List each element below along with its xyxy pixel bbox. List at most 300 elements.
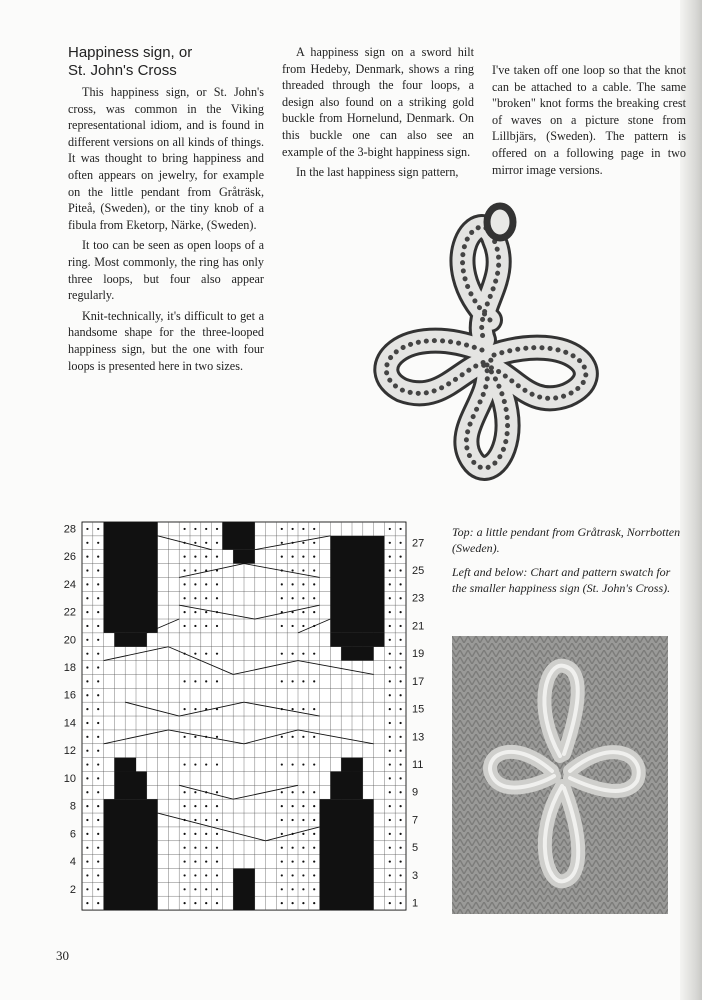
purl-dot	[313, 791, 315, 793]
purl-dot	[184, 888, 186, 890]
purl-dot	[400, 763, 402, 765]
purl-dot	[292, 860, 294, 862]
chart-black-cell	[114, 771, 146, 799]
purl-dot	[97, 556, 99, 558]
purl-dot	[216, 819, 218, 821]
chart-black-cell	[330, 536, 384, 633]
purl-dot	[400, 791, 402, 793]
purl-dot	[302, 888, 304, 890]
row-label-right: 27	[412, 537, 425, 550]
purl-dot	[292, 819, 294, 821]
purl-dot	[97, 569, 99, 571]
purl-dot	[86, 694, 88, 696]
purl-dot	[313, 819, 315, 821]
purl-dot	[184, 556, 186, 558]
purl-dot	[302, 569, 304, 571]
purl-dot	[97, 708, 99, 710]
purl-dot	[86, 708, 88, 710]
purl-dot	[389, 708, 391, 710]
purl-dot	[281, 625, 283, 627]
purl-dot	[400, 750, 402, 752]
purl-dot	[184, 680, 186, 682]
chart-black-cell	[222, 522, 254, 550]
purl-dot	[194, 597, 196, 599]
purl-dot	[281, 902, 283, 904]
purl-dot	[97, 639, 99, 641]
purl-dot	[313, 736, 315, 738]
purl-dot	[302, 736, 304, 738]
chart-black-cell	[330, 771, 362, 799]
page-number: 30	[56, 948, 69, 963]
purl-dot	[389, 847, 391, 849]
purl-dot	[194, 833, 196, 835]
paragraph: I've taken off one loop so that the knot can be attached to a cable. The same "broken" knot forms the breaking crest of waves on a picture stone from Lillbjärs, (Sweden). The pattern is offered on a following page in two mirror image versions.	[492, 63, 686, 177]
purl-dot	[389, 569, 391, 571]
purl-dot	[205, 611, 207, 613]
row-label-right: 9	[412, 786, 419, 799]
purl-dot	[86, 847, 88, 849]
purl-dot	[184, 528, 186, 530]
purl-dot	[216, 888, 218, 890]
purl-dot	[97, 736, 99, 738]
chart-black-cell	[114, 758, 136, 772]
purl-dot	[86, 833, 88, 835]
purl-dot	[216, 556, 218, 558]
purl-dot	[194, 611, 196, 613]
purl-dot	[400, 611, 402, 613]
purl-dot	[194, 583, 196, 585]
purl-dot	[400, 528, 402, 530]
purl-dot	[302, 847, 304, 849]
purl-dot	[184, 902, 186, 904]
purl-dot	[389, 611, 391, 613]
purl-dot	[281, 847, 283, 849]
purl-dot	[292, 625, 294, 627]
purl-dot	[389, 722, 391, 724]
purl-dot	[313, 583, 315, 585]
purl-dot	[97, 542, 99, 544]
purl-dot	[313, 874, 315, 876]
purl-dot	[292, 847, 294, 849]
purl-dot	[194, 860, 196, 862]
purl-dot	[184, 597, 186, 599]
purl-dot	[184, 860, 186, 862]
purl-dot	[302, 763, 304, 765]
chart-black-cell	[104, 522, 158, 633]
purl-dot	[205, 805, 207, 807]
purl-dot	[313, 888, 315, 890]
purl-dot	[302, 819, 304, 821]
purl-dot	[400, 583, 402, 585]
purl-dot	[389, 556, 391, 558]
purl-dot	[194, 805, 196, 807]
purl-dot	[194, 708, 196, 710]
row-label-left: 16	[63, 689, 76, 702]
purl-dot	[281, 833, 283, 835]
purl-dot	[281, 542, 283, 544]
purl-dot	[292, 583, 294, 585]
purl-dot	[281, 874, 283, 876]
row-label-left: 26	[63, 551, 76, 564]
row-label-left: 18	[63, 661, 76, 674]
purl-dot	[400, 888, 402, 890]
purl-dot	[184, 763, 186, 765]
purl-dot	[302, 653, 304, 655]
row-label-right: 3	[412, 869, 419, 882]
purl-dot	[184, 791, 186, 793]
chart-black-cell	[233, 550, 255, 564]
caption-block	[452, 524, 684, 604]
purl-dot	[97, 750, 99, 752]
purl-dot	[400, 542, 402, 544]
purl-dot	[97, 777, 99, 779]
purl-dot	[205, 874, 207, 876]
row-label-left: 2	[69, 883, 76, 896]
purl-dot	[86, 569, 88, 571]
purl-dot	[194, 528, 196, 530]
purl-dot	[194, 791, 196, 793]
purl-dot	[400, 777, 402, 779]
purl-dot	[389, 888, 391, 890]
purl-dot	[302, 833, 304, 835]
purl-dot	[281, 653, 283, 655]
purl-dot	[216, 791, 218, 793]
purl-dot	[97, 833, 99, 835]
purl-dot	[389, 542, 391, 544]
purl-dot	[194, 763, 196, 765]
purl-dot	[86, 860, 88, 862]
purl-dot	[194, 874, 196, 876]
purl-dot	[281, 805, 283, 807]
purl-dot	[400, 569, 402, 571]
paragraph: In the last happiness sign pattern,	[296, 165, 459, 180]
purl-dot	[313, 611, 315, 613]
purl-dot	[400, 680, 402, 682]
purl-dot	[97, 874, 99, 876]
purl-dot	[400, 805, 402, 807]
row-label-left: 24	[63, 578, 76, 591]
purl-dot	[86, 791, 88, 793]
purl-dot	[97, 680, 99, 682]
purl-dot	[313, 763, 315, 765]
purl-dot	[292, 597, 294, 599]
purl-dot	[184, 847, 186, 849]
purl-dot	[292, 805, 294, 807]
purl-dot	[400, 819, 402, 821]
purl-dot	[86, 542, 88, 544]
row-label-right: 17	[412, 675, 425, 688]
purl-dot	[389, 791, 391, 793]
purl-dot	[86, 819, 88, 821]
row-label-right: 19	[412, 648, 425, 661]
purl-dot	[86, 888, 88, 890]
chart-black-cell	[341, 758, 363, 772]
purl-dot	[205, 888, 207, 890]
purl-dot	[302, 860, 304, 862]
purl-dot	[400, 902, 402, 904]
purl-dot	[389, 833, 391, 835]
purl-dot	[97, 625, 99, 627]
chart-black-cell	[330, 633, 384, 647]
purl-dot	[184, 833, 186, 835]
purl-dot	[292, 653, 294, 655]
purl-dot	[194, 556, 196, 558]
purl-dot	[194, 542, 196, 544]
purl-dot	[281, 860, 283, 862]
row-label-right: 25	[412, 564, 425, 577]
purl-dot	[292, 763, 294, 765]
row-label-left: 22	[63, 606, 76, 619]
purl-dot	[292, 569, 294, 571]
purl-dot	[86, 611, 88, 613]
purl-dot	[389, 805, 391, 807]
purl-dot	[302, 583, 304, 585]
chart-black-cell	[320, 799, 374, 910]
purl-dot	[400, 694, 402, 696]
purl-dot	[302, 542, 304, 544]
purl-dot	[86, 722, 88, 724]
purl-dot	[281, 791, 283, 793]
purl-dot	[97, 597, 99, 599]
purl-dot	[302, 902, 304, 904]
purl-dot	[184, 874, 186, 876]
section-heading: Happiness sign, or St. John's Cross	[68, 44, 193, 79]
row-label-right: 11	[412, 759, 424, 772]
purl-dot	[194, 902, 196, 904]
purl-dot	[97, 722, 99, 724]
purl-dot	[400, 860, 402, 862]
purl-dot	[302, 625, 304, 627]
purl-dot	[184, 583, 186, 585]
paragraph: A happiness sign on a sword hilt from Hedeby, Denmark, shows a ring threaded through the four loops, a design also found on a striking gold buckle from Hornelund, Denmark. On this buckle one can also see an example of the 3-bight happiness sign.	[282, 45, 474, 159]
purl-dot	[86, 874, 88, 876]
row-label-left: 14	[63, 717, 76, 730]
purl-dot	[216, 542, 218, 544]
purl-dot	[281, 597, 283, 599]
purl-dot	[313, 833, 315, 835]
purl-dot	[194, 819, 196, 821]
purl-dot	[389, 528, 391, 530]
purl-dot	[389, 736, 391, 738]
caption-bottom: Left and below: Chart and pattern swatch for the smaller happiness sign (St. John's Cross).	[452, 565, 671, 595]
purl-dot	[389, 819, 391, 821]
purl-dot	[281, 763, 283, 765]
purl-dot	[292, 736, 294, 738]
purl-dot	[97, 888, 99, 890]
purl-dot	[194, 680, 196, 682]
purl-dot	[86, 680, 88, 682]
purl-dot	[313, 708, 315, 710]
purl-dot	[389, 666, 391, 668]
purl-dot	[389, 680, 391, 682]
row-label-left: 10	[63, 772, 76, 785]
purl-dot	[86, 805, 88, 807]
text-column-1	[68, 44, 264, 378]
purl-dot	[313, 805, 315, 807]
purl-dot	[194, 736, 196, 738]
purl-dot	[302, 791, 304, 793]
purl-dot	[216, 860, 218, 862]
purl-dot	[292, 708, 294, 710]
purl-dot	[281, 680, 283, 682]
chart-black-cell	[341, 647, 373, 661]
purl-dot	[194, 653, 196, 655]
purl-dot	[205, 542, 207, 544]
purl-dot	[216, 528, 218, 530]
purl-dot	[400, 625, 402, 627]
purl-dot	[281, 583, 283, 585]
purl-dot	[184, 569, 186, 571]
purl-dot	[313, 847, 315, 849]
paragraph: It too can be seen as open loops of a ring. Most commonly, the ring has only three loops, but four also appear regularly.	[68, 238, 264, 303]
purl-dot	[97, 860, 99, 862]
purl-dot	[205, 625, 207, 627]
row-label-right: 13	[412, 731, 425, 744]
purl-dot	[216, 597, 218, 599]
purl-dot	[400, 639, 402, 641]
purl-dot	[313, 569, 315, 571]
purl-dot	[400, 708, 402, 710]
purl-dot	[389, 694, 391, 696]
purl-dot	[400, 833, 402, 835]
purl-dot	[205, 597, 207, 599]
purl-dot	[184, 805, 186, 807]
purl-dot	[389, 597, 391, 599]
purl-dot	[216, 763, 218, 765]
purl-dot	[389, 653, 391, 655]
purl-dot	[86, 583, 88, 585]
purl-dot	[194, 569, 196, 571]
purl-dot	[302, 556, 304, 558]
row-label-left: 28	[63, 523, 76, 536]
purl-dot	[97, 583, 99, 585]
pendant-illustration	[362, 200, 608, 490]
row-label-left: 12	[63, 745, 76, 758]
row-label-right: 23	[412, 592, 425, 605]
text-column-2	[282, 44, 474, 185]
purl-dot	[97, 819, 99, 821]
purl-dot	[194, 847, 196, 849]
purl-dot	[313, 597, 315, 599]
purl-dot	[389, 750, 391, 752]
purl-dot	[97, 763, 99, 765]
row-label-left: 4	[69, 856, 76, 869]
purl-dot	[313, 542, 315, 544]
purl-dot	[302, 597, 304, 599]
paragraph: Knit-technically, it's difficult to get a handsome shape for the three-looped happiness sign, but the one with four loops is presented here in two sizes.	[68, 308, 264, 373]
purl-dot	[216, 625, 218, 627]
purl-dot	[292, 902, 294, 904]
purl-dot	[292, 556, 294, 558]
purl-dot	[292, 528, 294, 530]
chart-black-cell	[114, 633, 146, 647]
text-column-3	[492, 62, 686, 182]
purl-dot	[205, 556, 207, 558]
purl-dot	[97, 791, 99, 793]
purl-dot	[400, 597, 402, 599]
chart-black-cell	[233, 869, 255, 911]
purl-dot	[216, 805, 218, 807]
purl-dot	[86, 653, 88, 655]
paragraph: This happiness sign, or St. John's cross, was common in the Viking representational idiom, and is found in different versions on all kinds of things. It was thought to bring happiness and often appears on jewelry, for example on the little pendant from Gråträsk, Piteå, (Sweden), or the tiny knob of a fibula from Eketorp, Närke, (Sweden).	[68, 85, 264, 232]
purl-dot	[86, 750, 88, 752]
purl-dot	[216, 583, 218, 585]
purl-dot	[86, 556, 88, 558]
purl-dot	[313, 680, 315, 682]
purl-dot	[292, 680, 294, 682]
purl-dot	[281, 888, 283, 890]
purl-dot	[313, 902, 315, 904]
purl-dot	[86, 625, 88, 627]
purl-dot	[86, 763, 88, 765]
purl-dot	[292, 888, 294, 890]
row-label-right: 7	[412, 814, 419, 827]
purl-dot	[292, 791, 294, 793]
row-label-right: 5	[412, 842, 419, 855]
purl-dot	[184, 625, 186, 627]
purl-dot	[97, 653, 99, 655]
purl-dot	[302, 708, 304, 710]
purl-dot	[97, 611, 99, 613]
purl-dot	[97, 805, 99, 807]
purl-dot	[216, 902, 218, 904]
purl-dot	[400, 666, 402, 668]
purl-dot	[86, 639, 88, 641]
purl-dot	[216, 653, 218, 655]
row-label-right: 15	[412, 703, 425, 716]
purl-dot	[389, 639, 391, 641]
purl-dot	[205, 860, 207, 862]
knitted-swatch-photo	[452, 636, 668, 914]
purl-dot	[205, 902, 207, 904]
purl-dot	[281, 736, 283, 738]
purl-dot	[389, 874, 391, 876]
purl-dot	[313, 860, 315, 862]
purl-dot	[389, 902, 391, 904]
purl-dot	[302, 805, 304, 807]
purl-dot	[389, 860, 391, 862]
purl-dot	[302, 528, 304, 530]
purl-dot	[281, 556, 283, 558]
purl-dot	[313, 528, 315, 530]
row-label-left: 20	[63, 634, 76, 647]
purl-dot	[97, 847, 99, 849]
purl-dot	[205, 528, 207, 530]
purl-dot	[97, 902, 99, 904]
purl-dot	[205, 847, 207, 849]
row-label-right: 21	[412, 620, 425, 633]
purl-dot	[216, 680, 218, 682]
row-label-left: 6	[69, 828, 76, 841]
purl-dot	[86, 666, 88, 668]
purl-dot	[216, 847, 218, 849]
purl-dot	[86, 777, 88, 779]
purl-dot	[86, 597, 88, 599]
purl-dot	[313, 653, 315, 655]
purl-dot	[400, 556, 402, 558]
purl-dot	[97, 694, 99, 696]
purl-dot	[302, 874, 304, 876]
purl-dot	[389, 763, 391, 765]
purl-dot	[205, 819, 207, 821]
purl-dot	[302, 680, 304, 682]
caption-top: Top: a little pendant from Gråtrask, Norrbotten (Sweden).	[452, 525, 681, 555]
purl-dot	[205, 680, 207, 682]
purl-dot	[389, 777, 391, 779]
purl-dot	[205, 833, 207, 835]
purl-dot	[97, 666, 99, 668]
purl-dot	[216, 736, 218, 738]
